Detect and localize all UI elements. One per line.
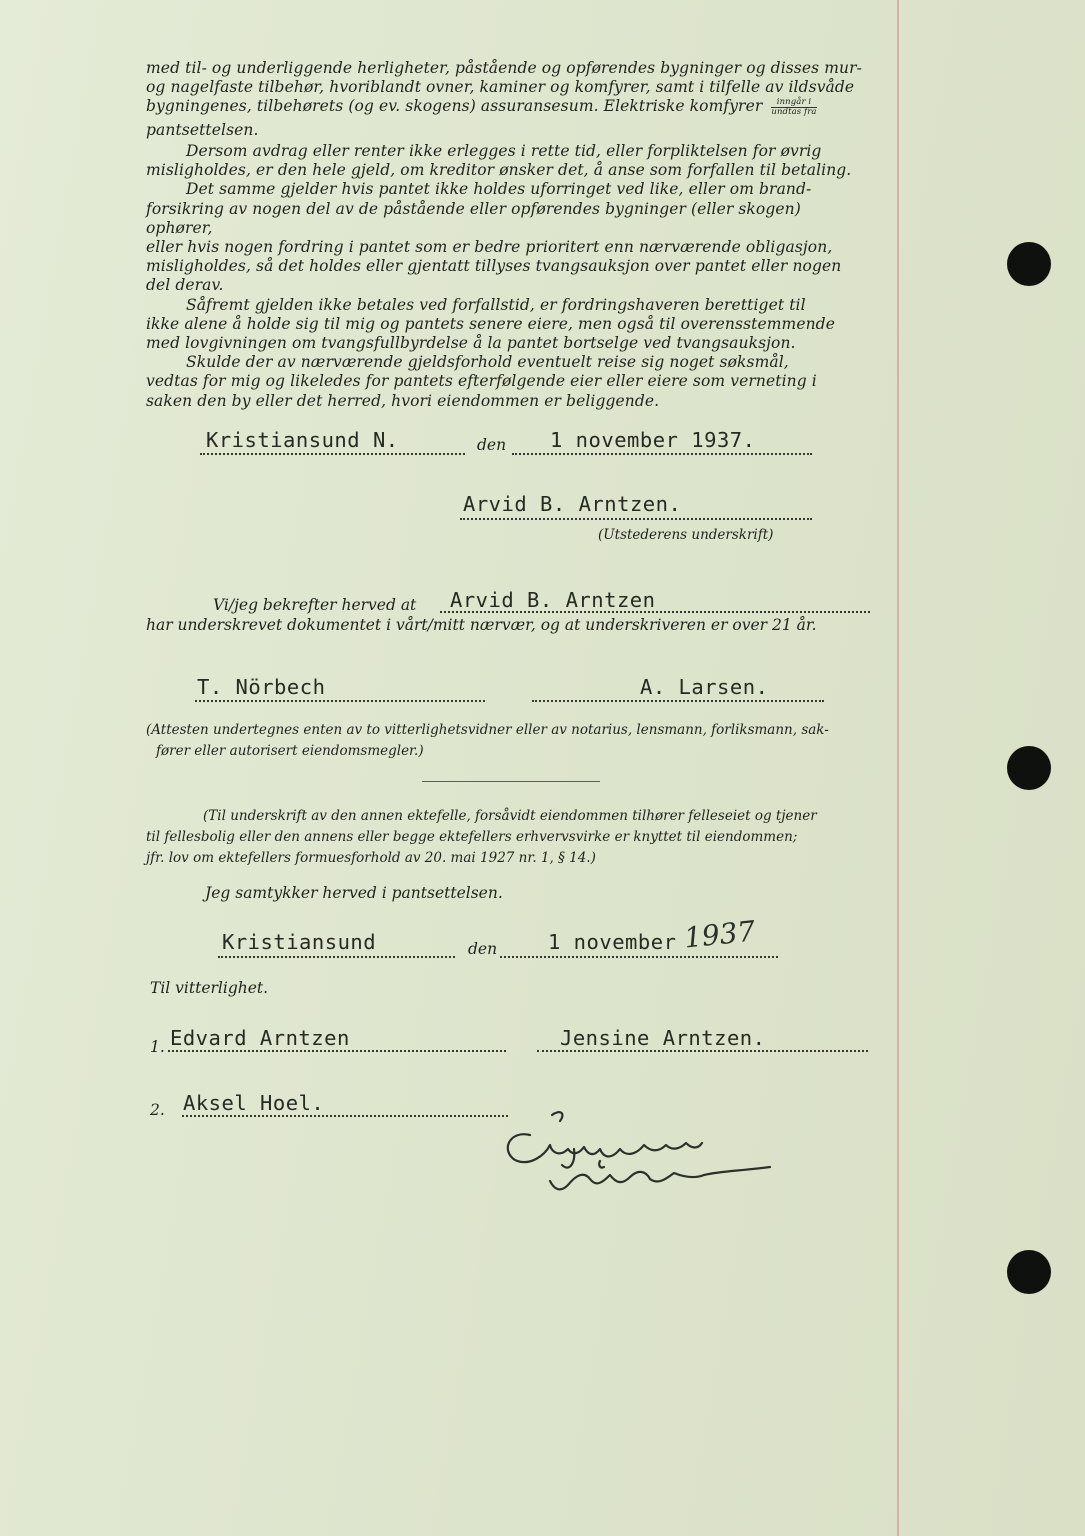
text-line: med lovgivningen om tvangsfullbyrdelse å la pantet bortselge ved tvangsauksjon.	[146, 334, 796, 353]
date-dotted-line	[512, 453, 812, 455]
text-line: pantsettelsen.	[146, 121, 259, 140]
spouse-place: Kristiansund	[222, 930, 377, 954]
spouse-place-dotted-line	[218, 956, 455, 958]
margin-line	[897, 0, 899, 1536]
signer-name: Arvid B. Arntzen.	[463, 492, 682, 516]
witness-2-dotted-line	[532, 700, 824, 702]
spouse-witness-2: Aksel Hoel.	[183, 1091, 325, 1115]
witness-number-1: 1.	[150, 1038, 165, 1056]
text-line: Såfremt gjelden ikke betales ved forfallstid, er fordringshaveren berettiget til	[186, 295, 806, 314]
punch-hole	[1007, 242, 1051, 286]
clause-paragraph-2	[146, 142, 870, 411]
confirm-line-2: har underskrevet dokumentet i vårt/mitt nærvær, og at underskriveren er over 21 år.	[146, 616, 817, 634]
note-line: fører eller autorisert eiendomsmegler.)	[156, 743, 424, 759]
spouse-witness-1: Edvard Arntzen	[170, 1026, 350, 1050]
confirm-prefix: Vi/jeg bekrefter herved at	[213, 596, 417, 614]
signing-date: 1 november 1937.	[550, 428, 756, 452]
spouse-witness-2-dotted-line	[182, 1115, 508, 1117]
text-line: saken den by eller det herred, hvori eiendommen er beliggende.	[146, 391, 660, 410]
confirm-name: Arvid B. Arntzen	[450, 588, 656, 612]
text-line: og nagelfaste tilbehør, hvoriblandt ovner, kaminer og komfyrer, samt i tilfelle av ildsvåde	[146, 78, 855, 97]
text-line: Skulde der av nærværende gjeldsforhold eventuelt reise sig noget søksmål,	[186, 353, 789, 372]
attest-note	[146, 720, 870, 762]
text-line: Det samme gjelder hvis pantet ikke holdes uforringet ved like, eller om brand-	[186, 180, 812, 199]
text-line: eller hvis nogen fordring i pantet som er bedre prioritert enn nærværende obligasjon,	[146, 238, 833, 257]
consent-text: Jeg samtykker herved i pantsettelsen.	[205, 884, 503, 902]
signing-place: Kristiansund N.	[206, 428, 399, 452]
text-line: med til- og underliggende herligheter, påstående og opførendes bygninger og disses mur-	[146, 59, 862, 77]
separator-rule	[422, 781, 600, 782]
spouse-note	[146, 806, 870, 869]
inngar-label: inngår i	[771, 98, 816, 108]
note-line: jfr. lov om ektefellers formuesforhold av 20. mai 1927 nr. 1, § 14.)	[146, 850, 596, 866]
spouse-date-dotted-line	[500, 956, 778, 958]
inngar-undtas-choice	[771, 98, 816, 117]
signer-caption: (Utstederens underskrift)	[598, 527, 774, 543]
handwritten-signature	[490, 1105, 790, 1210]
text-line: misligholdes, er den hele gjeld, om kreditor ønsker det, å anse som forfallen til betaling.	[146, 161, 852, 180]
spouse-signer-dotted-line	[537, 1050, 868, 1052]
signer-dotted-line	[460, 518, 812, 520]
spouse-den-label: den	[468, 940, 498, 958]
witness-1-dotted-line	[195, 700, 485, 702]
place-dotted-line	[200, 453, 465, 455]
til-vitterlighet-label: Til vitterlighet.	[150, 979, 269, 997]
punch-hole	[1007, 746, 1051, 790]
witness-1: T. Nörbech	[197, 675, 326, 699]
note-line: til fellesbolig eller den annens eller begge ektefellers erhvervsvirke er knyttet til eiendommen;	[146, 829, 798, 845]
text-line: ikke alene å holde sig til mig og pantets senere eiere, men også til overensstemmende	[146, 314, 835, 333]
text-line: del derav.	[146, 276, 224, 295]
spouse-date: 1 november	[548, 930, 677, 954]
text-line: vedtas for mig og likeledes for pantets efterfølgende eier eller eiere som verneting i	[146, 372, 817, 391]
undtas-label: undtas fra	[771, 106, 817, 117]
text-line-part: bygningenes, tilbehørets (og ev. skogens) assuransesum. Elektriske komfyrer	[146, 97, 763, 116]
note-line: (Attesten undertegnes enten av to vitterlighetsvidner eller av notarius, lensmann, forliksmann, sak-	[146, 722, 829, 738]
punch-hole	[1007, 1250, 1051, 1294]
text-line: misligholdes, så det holdes eller gjentatt tillyses tvangsauksjon over pantet eller nogen	[146, 257, 842, 276]
witness-number-2: 2.	[150, 1101, 165, 1119]
note-line: (Til underskrift av den annen ektefelle, forsåvidt eiendommen tilhører felleseiet og tjener	[203, 808, 817, 824]
spouse-witness-1-dotted-line	[168, 1050, 506, 1052]
handwritten-year: 1937	[682, 914, 757, 955]
text-line: Dersom avdrag eller renter ikke erlegges i rette tid, eller forpliktelsen for øvrig	[186, 142, 822, 160]
witness-2: A. Larsen.	[640, 675, 769, 699]
spouse-signer: Jensine Arntzen.	[560, 1026, 766, 1050]
text-line	[146, 97, 870, 121]
den-label: den	[477, 436, 507, 454]
clause-paragraph-1	[146, 59, 870, 141]
text-line: forsikring av nogen del av de påstående eller opførendes bygninger (eller skogen) ophører,	[146, 199, 801, 237]
